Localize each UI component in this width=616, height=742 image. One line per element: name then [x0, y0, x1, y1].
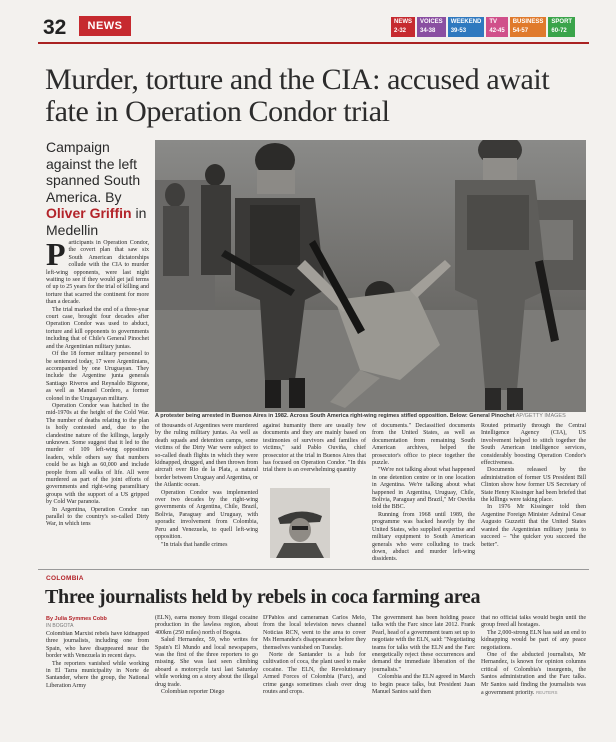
paragraph: Of the 18 former military personnel to be sentenced today, 17 were Argentinians, accompanied by one Uruguayan. They include the Argentine junta generals Santiago Riveros and Reynaldo Bignone, as well as Manuel Cordero, a former colonel in the Uruguayan military. — [46, 351, 149, 402]
paragraph: of thousands of Argentines were murdered by the ruling military juntas. As well as death squads and detention camps, some victims of the Dirty War were subject to so-called death flights in which they were kidnapped, drugged, and then thrown from aircraft over Rio de la Plata, a natural border between Uruguay and Argentina, or the Atlantic ocean. — [155, 423, 258, 489]
paragraph: of documents." Declassified documents from the United States, as well as documentation from remaining South American archives, helped the prosecutor's office to piece together the puzzle. — [372, 423, 475, 467]
paragraph: Colombian reporter Diego — [161, 689, 225, 696]
tab-news[interactable]: NEWS 2-32 — [391, 17, 415, 37]
byline: Oliver Griffin — [46, 205, 132, 221]
drop-cap: P — [46, 240, 66, 272]
paragraph: that no official talks would begin until the group freed all hostages. — [481, 615, 586, 629]
paragraph: articipants in Operation Condor, the covert plan that saw six South American dictatorships collude with the CIA to murder left-wing opponents, were last night waiting to see if they would get jail terms of up to 25 years for the trial of killing and torture that scarred the continent for more than a decade. — [46, 240, 149, 306]
paragraph: In 1976 Mr Kissinger told then Argentine Foreign Minister Admiral Cesar Augusto Guzzetti that the United States wanted the Argentinian military junta to succeed – "the quicker you succeed the better". — [481, 504, 586, 548]
story-credit: REUTERS — [535, 690, 558, 696]
paragraph: Norte de Santander is a hub for cultivation of coca, the plant used to make cocaine. The ELN, the Revolutionary Armed Forces of Colombia (Farc), and crime gangs sometimes clash over drug routes and crops. — [263, 652, 366, 696]
tab-weekend[interactable]: WEEKEND 39-53 — [448, 17, 485, 37]
second-dateline: IN BOGOTA — [46, 623, 74, 629]
paragraph: Salud Hernandez, 59, who writes for Spain's El Mundo and local newspapers, was the first of the three reporters to go missing. She was last seen climbing aboard a motorcycle taxi last Saturday while working on a story about the illegal drug trade. — [155, 637, 258, 688]
paragraph: D'Pablos and cameraman Carlos Melo, from the local television news channel Noticias RCN, went to the area to cover Ms Hernandez's disappearance before they themselves vanished on Tuesday. — [263, 615, 366, 651]
paragraph: Operation Condor was hatched in the mid-1970s at the height of the Cold War. The number of deaths relating to the plan is hotly contested and, due to the clandestine nature of the killings, largely unknown. Some suggest that it led to the murder of 109 left-wing opposition leaders, while others say that numbers could be as high as 60,000 and include people from all walks of life. All were murdered as part of the joint efforts of governments and right-wing paramilitary groups with the support of a US gripped by Cold War paranoia. — [46, 402, 149, 506]
paragraph: "We're not talking about what happened in one detention centre or in one location in Argentina. We're talking about what happened in Argentina, Uruguay, Chile, Bolivia, Paraguay and Brazil," Mr Ouviña told the BBC. — [372, 467, 475, 511]
story-divider — [38, 569, 589, 570]
second-col-5 — [481, 615, 586, 731]
tab-business[interactable]: BUSINESS 54-57 — [510, 17, 547, 37]
tab-voices[interactable]: VOICES 34-38 — [417, 17, 446, 37]
inset-photo-illustration — [270, 488, 330, 558]
main-col-2 — [155, 423, 258, 566]
paragraph: The reporters vanished while working in El Tarra municipality in Norte de Santander, where the group, the National Liberation Army — [46, 660, 149, 689]
photo-caption — [155, 413, 586, 419]
lead-photo — [155, 140, 586, 412]
caption-credit: AP/GETTY IMAGES — [515, 413, 566, 419]
main-headline: Murder, torture and the CIA: accused await fate in Operation Condor trial — [45, 63, 550, 128]
second-col-3 — [263, 615, 366, 731]
paragraph-text: One of the abducted journalists, Mr Hernandez, is known for opinion columns critical of Colombia's insurgents, the Santos administration and the Farc talks. Mr Santos said finding the journalists was a government priority. — [481, 652, 586, 697]
tab-sport[interactable]: SPORT 60-72 — [548, 17, 575, 37]
story-kicker: COLOMBIA — [46, 575, 84, 582]
main-col-3 — [263, 423, 366, 486]
photo-illustration — [155, 140, 586, 412]
paragraph: Routed primarily through the Central Intelligence Agency (CIA), US involvement helped to stitch together the South American intelligence services, considerably boosting Operation Condor's effectiveness. — [481, 423, 586, 467]
main-col-4 — [372, 423, 475, 566]
dateline: in Medellin — [46, 205, 147, 238]
section-label: NEWS — [79, 16, 131, 36]
header-rule — [38, 42, 589, 44]
paragraph — [481, 652, 586, 697]
second-col-2 — [155, 615, 258, 731]
paragraph: Running from 1968 until 1989, the programme was backed heavily by the United States, who supplied expertise and military equipment to South American generals who were colluding to track down, abduct and murder left-wing dissidents. — [372, 511, 475, 563]
paragraph: In Argentina, Operation Condor ran parallel to the country's so-called Dirty War, in which tens — [46, 506, 149, 528]
page-number: 32 — [43, 16, 67, 39]
main-col-5 — [481, 423, 586, 566]
paragraph: Documents released by the administration of former US President Bill Clinton show how former US Secretary of State Henry Kissinger had been briefed that the killings were taking place. — [481, 467, 586, 504]
paragraph: Colombian Marxist rebels have kidnapped three journalists, including one from Spain, who have disappeared near the border with Venezuela in recent days. — [46, 631, 149, 660]
paragraph: The trial marked the end of a three-year court case, brought four decades after Operation Condor was used to abduct, torture and kill opponents to governments including that of Chile's General Pinochet and the Argentinian military juntas. — [46, 306, 149, 350]
second-headline: Three journalists held by rebels in coca farming area — [45, 586, 481, 608]
deck-text: Campaign against the left spanned South America. By — [46, 139, 141, 205]
main-col-1 — [46, 240, 149, 566]
paragraph: against humanity there are usually few documents and they are mainly based on testimonies of survivors and families of victims," said Pablo Ouviña, chief prosecutor at the trial in Buenos Aires that has focused on Operation Condor. "In this trial there is an overwhelming quantity — [263, 423, 366, 474]
second-col-1 — [46, 631, 149, 731]
section-tabs — [391, 17, 575, 37]
inset-photo — [270, 488, 330, 558]
paragraph: The government has been holding peace talks with the Farc since late 2012. Frank Pearl, head of a government team set up to negotiate with the ELN, said: "Negotiating teams for talks with the ELN and the Farc energetically reject these occurrences and demand the immediate liberation of the journalists." — [372, 615, 475, 673]
paragraph: "In trials that handle crimes — [161, 541, 228, 548]
tab-tv[interactable]: TV 42-45 — [486, 17, 507, 37]
second-byline: By Julia Symmes Cobb — [46, 616, 107, 622]
story-deck — [46, 139, 150, 238]
caption-text: A protester being arrested in Buenos Aires in 1982. Across South America right-wing regimes stifled opposition. Below: General Pinochet — [155, 413, 515, 419]
paragraph: Operation Condor was implemented over two decades by the right-wing governments of Argentina, Chile, Brazil, Bolivia, Paraguay and Uruguay, with sporadic involvement from Colombia, Peru and Venezuela, to quell left-wing opposition. — [155, 489, 258, 541]
second-col-4 — [372, 615, 475, 731]
paragraph: Colombia and the ELN agreed in March to begin peace talks, but President Juan Manuel Santos said then — [372, 674, 475, 696]
paragraph: (ELN), earns money from illegal cocaine production in the lawless region, about 400km (250 miles) north of Bogota. — [155, 615, 258, 636]
paragraph: The 2,000-strong ELN has said an end to kidnapping would be part of any peace negotiations. — [481, 629, 586, 651]
